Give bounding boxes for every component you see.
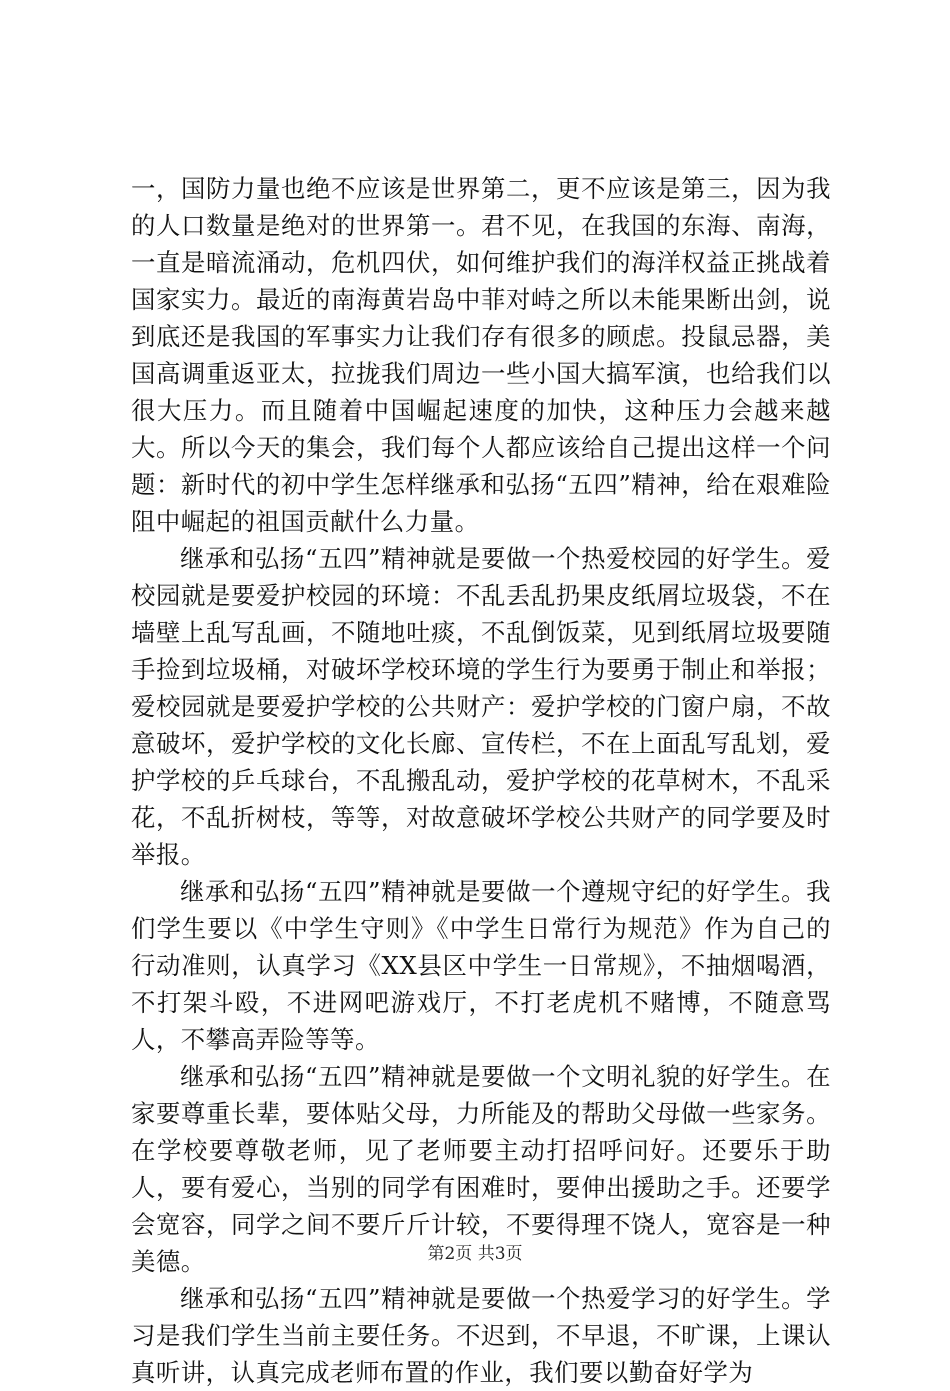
- paragraph-love-campus: 继承和弘扬“五四”精神就是要做一个热爱校园的好学生。爱校园就是要爱护校园的环境：不乱丢乱扔果皮纸屑垃圾袋，不在墙壁上乱写乱画，不随地吐痰，不乱倒饭菜，见到纸屑垃圾要随手捡到垃圾桶，对破坏学校环境的学生行为要勇于制止和举报；爱校园就是要爱护学校的公共财产：爱护学校的门窗户扇，不故意破坏，爱护学校的文化长廊、宣传栏，不在上面乱写乱划，爱护学校的乒乓球台，不乱搬乱动，爱护学校的花草树木，不乱采花，不乱折树枝，等等，对故意破坏学校公共财产的同学要及时举报。: [131, 544, 831, 869]
- page-number-footer: 第2页 共3页: [427, 1244, 523, 1264]
- paragraph-civility: 继承和弘扬“五四”精神就是要做一个文明礼貌的好学生。在家要尊重长辈，要体贴父母，力所能及的帮助父母做一些家务。在学校要尊敬老师，见了老师要主动打招呼问好。还要乐于助人，要有爱心，当别的同学有困难时，要伸出援助之手。还要学会宽容，同学之间不要斤斤计较，不要得理不饶人，宽容是一种美德。: [131, 1062, 831, 1276]
- paragraph-obey-rules: 继承和弘扬“五四”精神就是要做一个遵规守纪的好学生。我们学生要以《中学生守则》《中学生日常行为规范》作为自己的行动准则，认真学习《XX县区中学生一日常规》，不抽烟喝酒，不打架斗殴，不进网吧游戏厅，不打老虎机不赌博，不随意骂人，不攀高弄险等等。: [131, 877, 831, 1054]
- document-body: [131, 170, 831, 1391]
- paragraph-continuation: 一，国防力量也绝不应该是世界第二，更不应该是第三，因为我的人口数量是绝对的世界第一。君不见，在我国的东海、南海，一直是暗流涌动，危机四伏，如何维护我们的海洋权益正挑战着国家实力。最近的南海黄岩岛中菲对峙之所以未能果断出剑，说到底还是我国的军事实力让我们存有很多的顾虑。投鼠忌器，美国高调重返亚太，拉拢我们周边一些小国大搞军演，也给我们以很大压力。而且随着中国崛起速度的加快，这种压力会越来越大。所以今天的集会，我们每个人都应该给自己提出这样一个问题：新时代的初中学生怎样继承和弘扬“五四”精神，给在艰难险阻中崛起的祖国贡献什么力量。: [131, 174, 831, 536]
- paragraph-love-learning: 继承和弘扬“五四”精神就是要做一个热爱学习的好学生。学习是我们学生当前主要任务。不迟到，不早退，不旷课，上课认真听讲，认真完成老师布置的作业，我们要以勤奋好学为: [131, 1284, 831, 1387]
